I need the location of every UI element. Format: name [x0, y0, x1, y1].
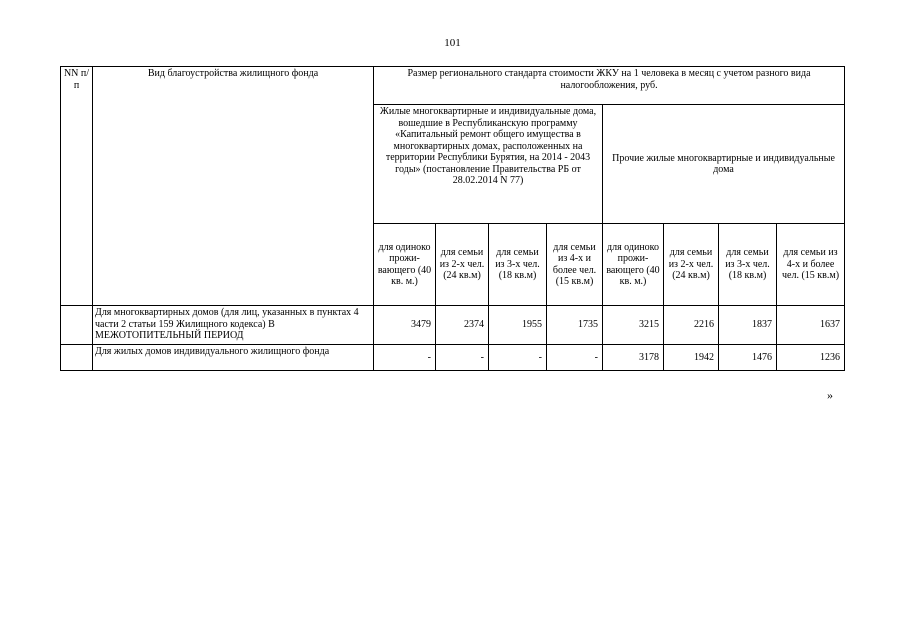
- standard-cost-table: [60, 66, 845, 371]
- row-value: -: [489, 345, 547, 371]
- row-label: Для жилых домов индивидуального жилищного фонда: [93, 345, 374, 371]
- row-value: 1236: [777, 345, 845, 371]
- row-value: 1955: [489, 306, 547, 345]
- row-value: 3178: [603, 345, 664, 371]
- header-col: для семьи из 4-х и более чел. (15 кв.м): [777, 224, 845, 306]
- row-value: 1837: [719, 306, 777, 345]
- header-col: для одиноко прожи-вающего (40 кв. м.): [603, 224, 664, 306]
- header-group-other: Прочие жилые многоквартирные и индивидуальные дома: [603, 105, 845, 224]
- header-col: для семьи из 3-х чел. (18 кв.м): [489, 224, 547, 306]
- header-col: для семьи из 2-х чел. (24 кв.м): [664, 224, 719, 306]
- row-value: -: [547, 345, 603, 371]
- row-value: 1735: [547, 306, 603, 345]
- closing-quote: »: [827, 388, 833, 402]
- header-row-1: [61, 67, 845, 105]
- header-nn: NN п/п: [61, 67, 93, 306]
- header-col: для семьи из 2-х чел. (24 кв.м): [436, 224, 489, 306]
- row-label: Для многоквартирных домов (для лиц, указанных в пунктах 4 части 2 статьи 159 Жилищного кодекса) В МЕЖОТОПИТЕЛЬНЫЙ ПЕРИОД: [93, 306, 374, 345]
- table-row: [61, 306, 845, 345]
- header-col: для семьи из 3-х чел. (18 кв.м): [719, 224, 777, 306]
- header-standard: Размер регионального стандарта стоимости ЖКУ на 1 человека в месяц с учетом разного вида налогообложения, руб.: [374, 67, 845, 105]
- page-number: 101: [444, 37, 461, 49]
- row-value: 1942: [664, 345, 719, 371]
- row-value: -: [436, 345, 489, 371]
- header-group-program: Жилые многоквартирные и индивидуальные дома, вошедшие в Республиканскую программу «Капитальный ремонт общего имущества в многоквартирных домах, расположенных на территории Республики Бурятия, на 2014 - 2043 годы» (постановление Правительства РБ от 28.02.2014 N 77): [374, 105, 603, 224]
- row-value: -: [374, 345, 436, 371]
- header-type: Вид благоустройства жилищного фонда: [93, 67, 374, 306]
- row-value: 2374: [436, 306, 489, 345]
- row-value: 3215: [603, 306, 664, 345]
- row-value: 3479: [374, 306, 436, 345]
- row-nn: [61, 306, 93, 345]
- row-value: 1476: [719, 345, 777, 371]
- row-value: 2216: [664, 306, 719, 345]
- header-col: для семьи из 4-х и более чел. (15 кв.м): [547, 224, 603, 306]
- row-value: 1637: [777, 306, 845, 345]
- table-row: [61, 345, 845, 371]
- header-col: для одиноко прожи-вающего (40 кв. м.): [374, 224, 436, 306]
- row-nn: [61, 345, 93, 371]
